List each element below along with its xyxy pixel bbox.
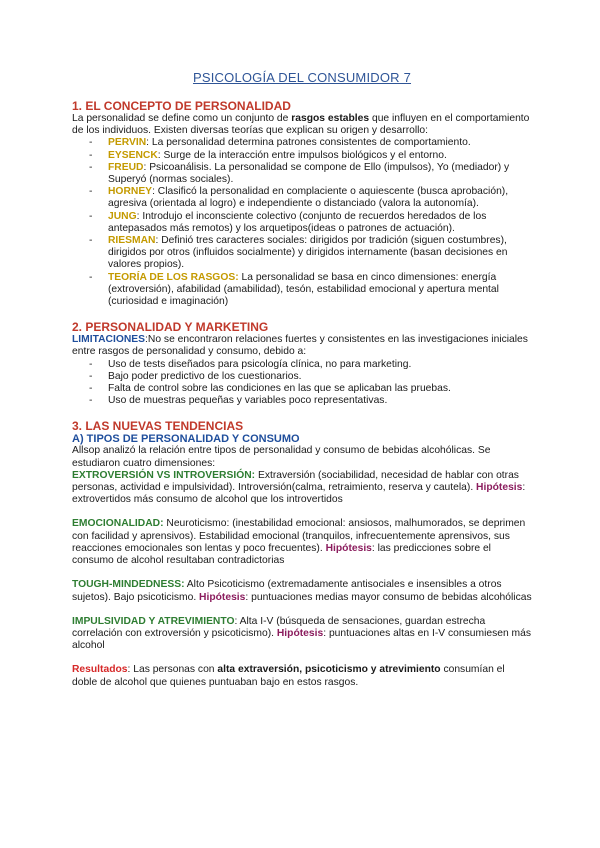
- document-page: [72, 70, 532, 689]
- intro-bold-term: rasgos estables: [291, 113, 370, 124]
- theories-list: [72, 137, 532, 308]
- document-title: PSICOLOGÍA DEL CONSUMIDOR 7: [192, 70, 412, 85]
- results-paragraph: Resultados: Las personas con alta extraversión, psicoticismo y atrevimiento consumían el doble de alcohol que quienes puntuaban bajo en estos rasgos.: [72, 664, 505, 688]
- list-item: - HORNEY: Clasificó la personalidad en complaciente o aquiescente (busca aprobación), agresiva (orientada al logro) e independiente o distanciado (valora la autonomía).: [72, 186, 532, 210]
- section-personality-concept: [72, 99, 532, 308]
- dimension-impulsivity: IMPULSIVIDAD Y ATREVIMIENTO: Alta I-V (búsqueda de sensaciones, guardan estrecha correlación con extroversión y psicoticismo). Hipótesis: puntuaciones altas en I-V consumiesen más alcohol: [72, 615, 532, 652]
- list-item: - Uso de muestras pequeñas y variables poco representativas.: [72, 395, 532, 407]
- limitations-paragraph: LIMITACIONES:No se encontraron relaciones fuertes y consistentes en las investigaciones iniciales entre rasgos de personalidad y consumo, debido a:: [72, 334, 528, 358]
- dimension-tough-mindedness: TOUGH-MINDEDNESS: Alto Psicoticismo (extremadamente antisociales e insensibles a otros sujetos). Bajo psicoticismo. Hipótesis: puntuaciones medias mayor consumo de bebidas alcohólicas: [72, 579, 532, 603]
- list-item: - RIESMAN: Definió tres caracteres sociales: dirigidos por tradición (siguen costumbres), dirigidos por otros (influidos socialmente) y dirigidos internamente (basan decisiones en valores propios).: [72, 235, 532, 272]
- section-marketing: [72, 320, 532, 407]
- list-item: - Uso de tests diseñados para psicología clínica, no para marketing.: [72, 359, 532, 371]
- list-item: - EYSENCK: Surge de la interacción entre impulsos biológicos y el entorno.: [72, 150, 532, 162]
- section-new-trends: [72, 419, 532, 688]
- section2-heading: 2. PERSONALIDAD Y MARKETING: [72, 320, 269, 335]
- list-item: - TEORÍA DE LOS RASGOS: La personalidad se basa en cinco dimensiones: energía (extroversión), afabilidad (amabilidad), tesón, estabilidad emocional y apertura mental (curiosidad e imaginación): [72, 272, 532, 309]
- dimension-emotionality: EMOCIONALIDAD: Neuroticismo: (inestabilidad emocional: ansiosos, malhumorados, se deprimen con facilidad y aprensivos). Estabilidad emocional (tranquilos, infrecuentemente aprensivos, sus reacciones emocionales son lentas y poco frecuentes). Hipótesis: las predicciones sobre el consumo de alcohol resultaban contradictorias: [72, 518, 526, 567]
- limitations-list: [72, 359, 532, 408]
- list-item: - Falta de control sobre las condiciones en las que se aplicaban las pruebas.: [72, 383, 532, 395]
- section3-subheading: A) TIPOS DE PERSONALIDAD Y CONSUMO: [72, 433, 300, 446]
- section1-heading: 1. EL CONCEPTO DE PERSONALIDAD: [72, 99, 291, 113]
- list-item: - FREUD: Psicoanálisis. La personalidad se compone de Ello (impulsos), Yo (mediador) y Superyó (normas sociales).: [72, 162, 532, 186]
- dimension-extroversion: EXTROVERSIÓN VS INTROVERSIÓN: Extraversión (sociabilidad, necesidad de hablar con otras personas, actividad e impulsividad). Introversión(calma, retraimiento, reserva y cautela). Hipótesis: extrovertidos más consumo de alcohol que los introvertidos: [72, 469, 526, 506]
- list-item: - Bajo poder predictivo de los cuestionarios.: [72, 371, 532, 383]
- list-item: - PERVIN: La personalidad determina patrones consistentes de comportamiento.: [72, 137, 532, 149]
- section3-heading: 3. LAS NUEVAS TENDENCIAS: [72, 419, 244, 434]
- section1-intro: La personalidad se define como un conjunto de rasgos estables que influyen en el comportamiento de los individuos. Existen diversas teorías que explican su origen y desarrollo:: [72, 113, 530, 137]
- section3-intro: Allsop analizó la relación entre tipos de personalidad y consumo de bebidas alcohólicas. Se estudiaron cuatro dimensiones:: [72, 445, 491, 469]
- list-item: - JUNG: Introdujo el inconsciente colectivo (conjunto de recuerdos heredados de los antepasados más remotos) y los arquetipos(ideas o patrones de actuación).: [72, 211, 532, 235]
